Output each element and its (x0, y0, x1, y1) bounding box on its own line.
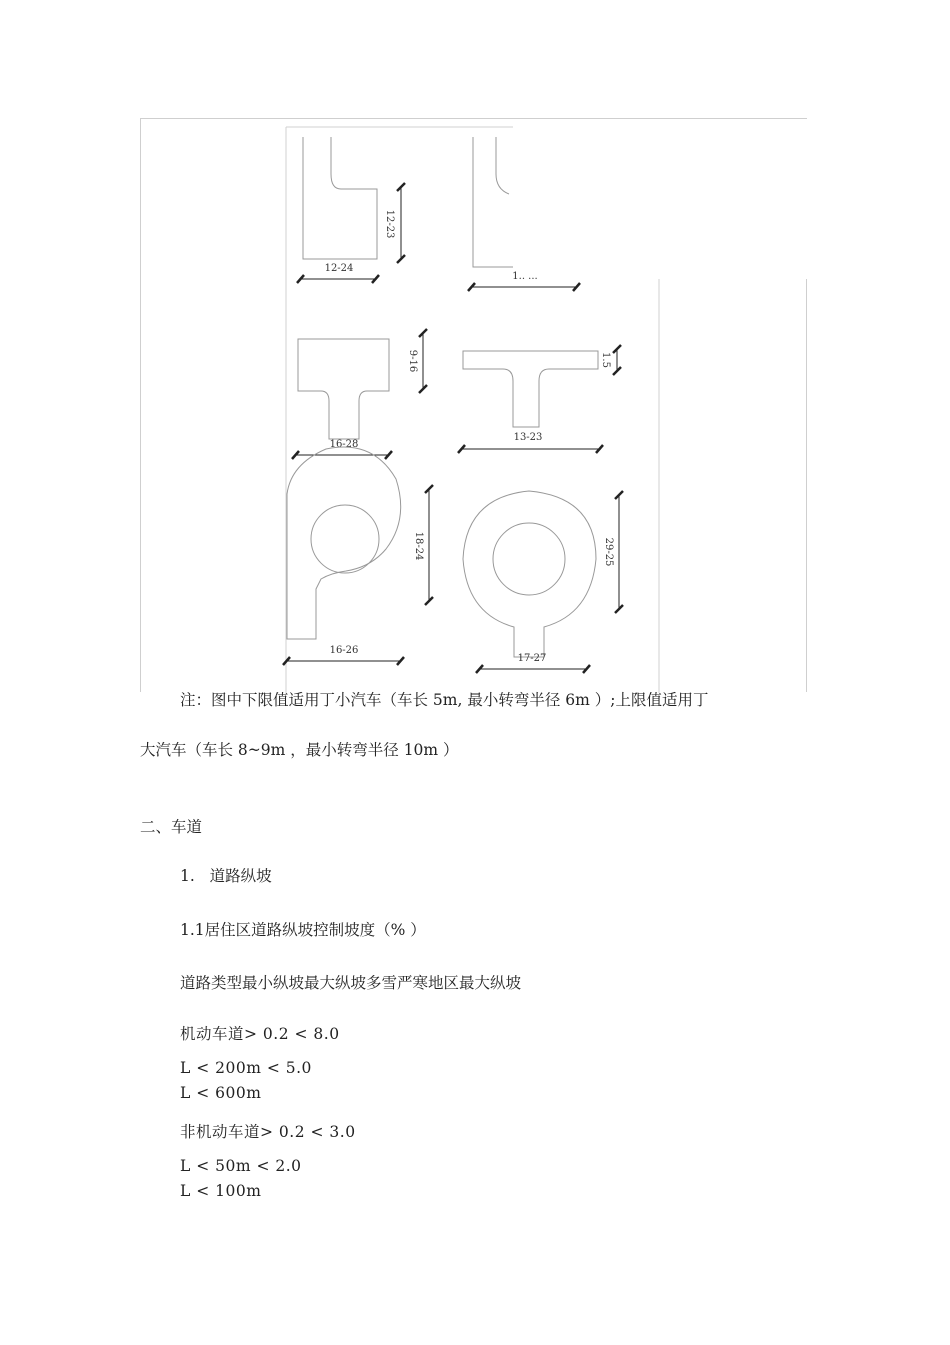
dimension-a-width (297, 275, 379, 283)
c-height-label: 9-16 (407, 349, 418, 373)
table-title: 1.1居住区道路纵坡控制坡度（% ） (180, 921, 426, 939)
dimension-a-height (397, 183, 405, 263)
c-width-label: 16-28 (329, 439, 359, 450)
dimension-c-width (292, 451, 392, 459)
d-width-label: 13-23 (513, 432, 543, 443)
rectangular-turnaround-shape (298, 339, 389, 439)
figure-note-line-2: 大汽车（车长 8~9m ，最小转弯半径 10m ） (140, 741, 459, 759)
table-row-motor-lane-limit-2: L < 600m (180, 1084, 262, 1102)
f-width-label: 17-27 (517, 653, 547, 664)
f-height-label: 29-25 (603, 537, 614, 567)
table-row-nonmotor-lane: 非机动车道> 0.2 < 3.0 (180, 1123, 356, 1141)
table-header: 道路类型最小纵坡最大纵坡多雪严寒地区最大纵坡 (180, 974, 522, 992)
dimension-d-height (613, 345, 621, 375)
turnaround-figure (140, 118, 807, 692)
l-turnaround-shape-2 (473, 137, 513, 267)
table-row-motor-lane: 机动车道> 0.2 < 8.0 (180, 1025, 340, 1043)
e-height-label: 18-24 (413, 531, 424, 561)
turnaround-diagram (141, 119, 808, 693)
dimension-b-width (468, 283, 580, 291)
table-row-motor-lane-limit-1: L < 200m < 5.0 (180, 1059, 312, 1077)
figure-note-line-1: 注：图中下限值适用丁小汽车（车长 5m, 最小转弯半径 6m ）;上限值适用丁 (180, 691, 709, 709)
b-width-label: 1.. ... (512, 271, 538, 282)
dimension-f-height (615, 491, 623, 613)
table-row-nonmotor-lane-limit-2: L < 100m (180, 1182, 262, 1200)
dimension-d-width (458, 445, 603, 453)
dimension-e-width (283, 657, 404, 665)
offset-loop-turnaround-shape (287, 447, 401, 639)
d-height-label: 1.5 (600, 352, 611, 368)
section-heading: 二、车道 (140, 818, 203, 836)
subsection-heading: 1. 道路纵坡 (180, 867, 272, 885)
dimension-f-width (476, 665, 590, 673)
e-width-label: 16-26 (329, 645, 359, 656)
a-width-label: 12-24 (324, 263, 354, 274)
circular-turnaround-shape (463, 491, 596, 657)
a-height-label: 12-23 (384, 209, 395, 239)
t-turnaround-shape (463, 351, 598, 427)
table-row-nonmotor-lane-limit-1: L < 50m < 2.0 (180, 1157, 302, 1175)
l-turnaround-shape (303, 137, 377, 259)
dimension-e-height (425, 485, 433, 605)
dimension-c-height (419, 329, 427, 393)
